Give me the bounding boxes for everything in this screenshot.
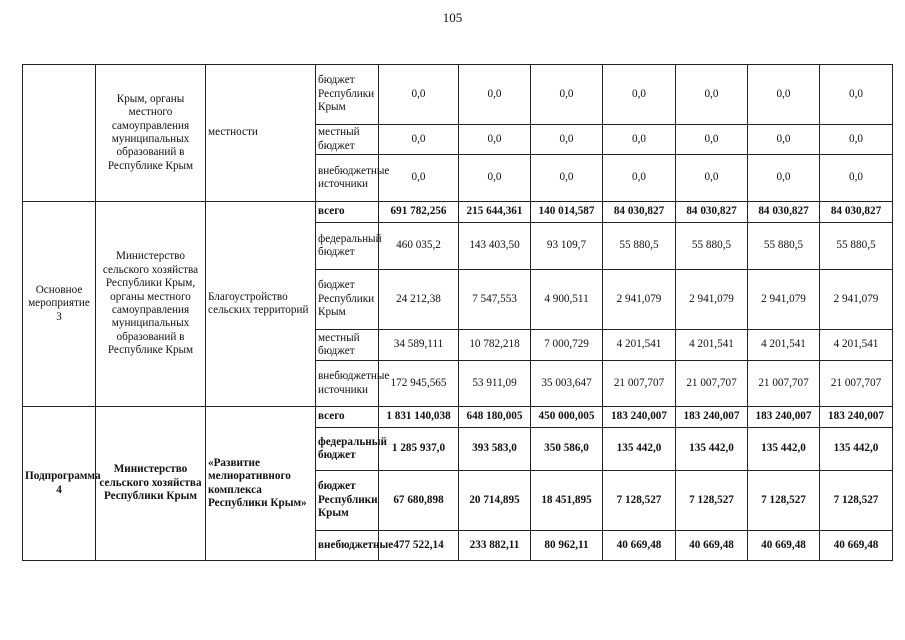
goal-cell: Благоустройство сельских территорий: [206, 202, 316, 407]
value-cell: 393 583,0: [459, 428, 531, 471]
value-cell: 0,0: [748, 125, 820, 155]
value-cell: 21 007,707: [603, 361, 676, 407]
table-row: [23, 202, 893, 223]
value-cell: 7 128,527: [676, 471, 748, 531]
value-cell: 84 030,827: [820, 202, 893, 223]
value-cell: 40 669,48: [676, 531, 748, 561]
value-cell: 21 007,707: [676, 361, 748, 407]
funding-source: бюджет Республики Крым: [316, 471, 379, 531]
value-cell: 691 782,256: [379, 202, 459, 223]
value-cell: 7 128,527: [748, 471, 820, 531]
value-cell: 55 880,5: [603, 223, 676, 270]
table-row: [23, 65, 893, 125]
event-name-cell: [23, 65, 96, 202]
value-cell: 0,0: [459, 155, 531, 202]
value-cell: 0,0: [379, 125, 459, 155]
goal-cell: местности: [206, 65, 316, 202]
funding-source: бюджет Республики Крым: [316, 270, 379, 330]
value-cell: 7 128,527: [603, 471, 676, 531]
value-cell: 40 669,48: [748, 531, 820, 561]
value-cell: 135 442,0: [603, 428, 676, 471]
value-cell: 24 212,38: [379, 270, 459, 330]
value-cell: 53 911,09: [459, 361, 531, 407]
value-cell: 67 680,898: [379, 471, 459, 531]
value-cell: 18 451,895: [531, 471, 603, 531]
value-cell: 135 442,0: [676, 428, 748, 471]
value-cell: 183 240,007: [748, 407, 820, 428]
value-cell: 4 900,511: [531, 270, 603, 330]
value-cell: 20 714,895: [459, 471, 531, 531]
table-row: [23, 407, 893, 428]
funding-source: внебюджетные источники: [316, 361, 379, 407]
value-cell: 2 941,079: [820, 270, 893, 330]
responsible-cell: Крым, органы местного самоуправления муниципальных образований в Республике Крым: [96, 65, 206, 202]
responsible-cell: Министерство сельского хозяйства Республики Крым: [96, 407, 206, 561]
value-cell: 2 941,079: [676, 270, 748, 330]
value-cell: 4 201,541: [748, 330, 820, 361]
value-cell: 0,0: [820, 125, 893, 155]
value-cell: 84 030,827: [676, 202, 748, 223]
value-cell: 0,0: [820, 65, 893, 125]
value-cell: 55 880,5: [748, 223, 820, 270]
value-cell: 0,0: [748, 155, 820, 202]
value-cell: 34 589,111: [379, 330, 459, 361]
value-cell: 477 522,14: [379, 531, 459, 561]
value-cell: 40 669,48: [603, 531, 676, 561]
value-cell: 0,0: [531, 155, 603, 202]
funding-source: федеральный бюджет: [316, 223, 379, 270]
value-cell: 0,0: [603, 155, 676, 202]
value-cell: 0,0: [748, 65, 820, 125]
value-cell: 84 030,827: [603, 202, 676, 223]
value-cell: 4 201,541: [820, 330, 893, 361]
value-cell: 0,0: [676, 155, 748, 202]
value-cell: 215 644,361: [459, 202, 531, 223]
value-cell: 460 035,2: [379, 223, 459, 270]
value-cell: 0,0: [379, 65, 459, 125]
funding-source: бюджет Республики Крым: [316, 65, 379, 125]
value-cell: 1 831 140,038: [379, 407, 459, 428]
funding-source: местный бюджет: [316, 125, 379, 155]
funding-source: всего: [316, 202, 379, 223]
value-cell: 233 882,11: [459, 531, 531, 561]
value-cell: 183 240,007: [676, 407, 748, 428]
value-cell: 7 000,729: [531, 330, 603, 361]
value-cell: 93 109,7: [531, 223, 603, 270]
value-cell: 0,0: [531, 65, 603, 125]
value-cell: 143 403,50: [459, 223, 531, 270]
value-cell: 7 128,527: [820, 471, 893, 531]
value-cell: 7 547,553: [459, 270, 531, 330]
value-cell: 172 945,565: [379, 361, 459, 407]
funding-source: местный бюджет: [316, 330, 379, 361]
value-cell: 2 941,079: [603, 270, 676, 330]
value-cell: 648 180,005: [459, 407, 531, 428]
value-cell: 0,0: [603, 65, 676, 125]
funding-source: всего: [316, 407, 379, 428]
value-cell: 0,0: [820, 155, 893, 202]
event-name-cell: Основное мероприятие 3: [23, 202, 96, 407]
value-cell: 2 941,079: [748, 270, 820, 330]
value-cell: 40 669,48: [820, 531, 893, 561]
responsible-cell: Министерство сельского хозяйства Республики Крым, органы местного самоуправления муниципальных образований в Республике Крым: [96, 202, 206, 407]
value-cell: 350 586,0: [531, 428, 603, 471]
value-cell: 4 201,541: [603, 330, 676, 361]
budget-table: [22, 64, 893, 561]
value-cell: 0,0: [459, 125, 531, 155]
value-cell: 135 442,0: [748, 428, 820, 471]
value-cell: 55 880,5: [820, 223, 893, 270]
value-cell: 21 007,707: [820, 361, 893, 407]
value-cell: 4 201,541: [676, 330, 748, 361]
value-cell: 84 030,827: [748, 202, 820, 223]
value-cell: 0,0: [459, 65, 531, 125]
value-cell: 35 003,647: [531, 361, 603, 407]
event-name-cell: Подпрограмма 4: [23, 407, 96, 561]
value-cell: 140 014,587: [531, 202, 603, 223]
value-cell: 55 880,5: [676, 223, 748, 270]
value-cell: 21 007,707: [748, 361, 820, 407]
value-cell: 0,0: [676, 125, 748, 155]
value-cell: 0,0: [531, 125, 603, 155]
funding-source: внебюджетные источники: [316, 155, 379, 202]
value-cell: 183 240,007: [603, 407, 676, 428]
value-cell: 0,0: [603, 125, 676, 155]
value-cell: 10 782,218: [459, 330, 531, 361]
value-cell: 0,0: [676, 65, 748, 125]
funding-source: федеральный бюджет: [316, 428, 379, 471]
value-cell: 0,0: [379, 155, 459, 202]
page-number: 105: [442, 10, 463, 25]
value-cell: 1 285 937,0: [379, 428, 459, 471]
value-cell: 450 000,005: [531, 407, 603, 428]
value-cell: 183 240,007: [820, 407, 893, 428]
value-cell: 80 962,11: [531, 531, 603, 561]
goal-cell: «Развитие мелиоративного комплекса Республики Крым»: [206, 407, 316, 561]
value-cell: 135 442,0: [820, 428, 893, 471]
funding-source: внебюджетные: [316, 531, 379, 561]
